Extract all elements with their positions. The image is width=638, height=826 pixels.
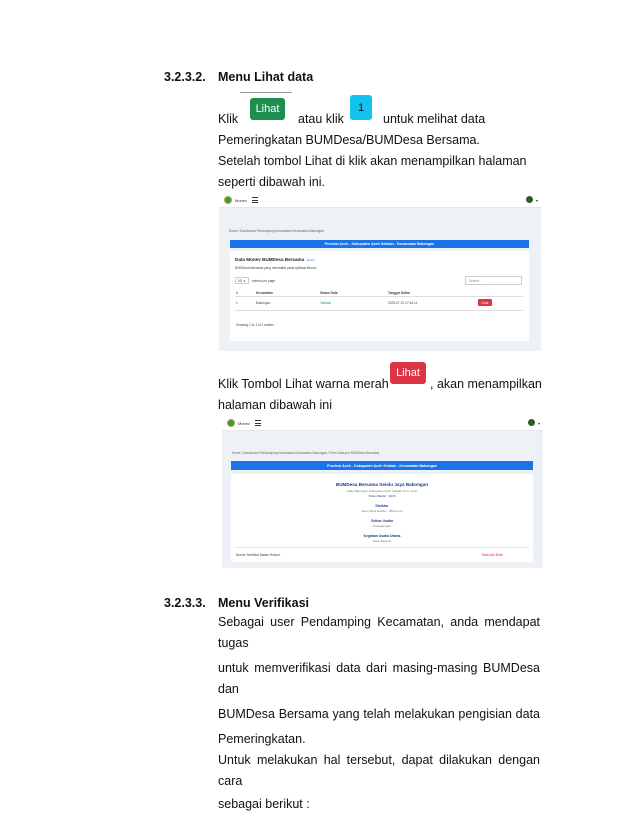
divider: [235, 547, 529, 548]
org-address: Jalan Bakongan Kabupaten Aceh Selatan Prov. Aceh: [346, 489, 418, 493]
sektor-label: Sektor Usaha: [371, 519, 393, 523]
sertifikat-label: Nomor Sertifikat Badan Hukum :: [236, 553, 282, 557]
entries-select[interactable]: [235, 277, 249, 284]
col-header-kecamatan[interactable]: Kecamatan: [256, 291, 274, 295]
menu-icon[interactable]: [255, 420, 261, 426]
entries-label: entries per page: [252, 279, 276, 283]
app-logo-icon: [227, 419, 235, 427]
screenshot-detail: [222, 416, 543, 568]
sertifikat-value: Tidak ada Bukti: [481, 553, 503, 557]
col-header-tanggal[interactable]: Tanggal Daftar: [388, 291, 411, 295]
direktur-label: Direktur: [375, 504, 389, 508]
text-line2: Pemeringkatan BUMDesa/BUMDesa Bersama.: [218, 133, 480, 147]
menu-icon[interactable]: [252, 197, 258, 203]
org-name: BUMDesa Bersama Seiolu Jaya Bakongan: [335, 482, 429, 487]
row-kecamatan: Bakongan: [256, 301, 271, 305]
p1-line1: Sebagai user Pendamping Kecamatan, anda mendapat tugas: [218, 615, 540, 650]
col-header-no[interactable]: #: [236, 291, 238, 295]
app-logo-icon: [224, 196, 232, 204]
breadcrumb: Home / Dashboard Pendamping Kecamatan Kecamatan Bakongan: [229, 229, 324, 233]
row-no: 1: [236, 301, 238, 305]
excel-link[interactable]: - Excel: [305, 258, 315, 262]
sektor-value: Perdagangan: [372, 524, 392, 528]
chevron-down-icon: ▾: [243, 278, 246, 283]
kegiatan-label: Kegiatan Usaha Utama: [363, 534, 401, 538]
text-akan-menampilkan: , akan menampilkan: [430, 377, 542, 391]
card-title-text: Data Monev BUMDesa Bersama: [235, 257, 305, 262]
row-lihat-button[interactable]: Lihat: [478, 299, 492, 306]
section-number: 3.2.3.3.: [164, 596, 206, 610]
kegiatan-value: Dana Bergulir: [372, 539, 392, 543]
app-name: Monev: [235, 197, 248, 203]
breadcrumb: Home / Dashboard Pendamping Kecamatan Kecamatan Bakongan / Form Data per BUMDesa Bersama: [232, 451, 380, 455]
region-banner: Provinsi Aceh - Kabupaten Aceh Selatan - Kecamatan Bakongan: [231, 461, 533, 470]
p2-line2: sebagai berikut :: [218, 797, 310, 811]
direktur-value: Danu Santi Hasibu - 0823-xxxx: [361, 509, 403, 513]
lihat-button-green[interactable]: Lihat: [250, 98, 285, 120]
p1-line3: BUMDesa Bersama yang telah melakukan pengisian data: [218, 707, 540, 721]
col-header-status[interactable]: Status Data: [320, 291, 338, 295]
screenshot-data-list: [219, 193, 541, 351]
table-divider: [235, 310, 523, 311]
divider: [240, 92, 292, 93]
text-line4: seperti dibawah ini.: [218, 175, 326, 189]
page-one-button[interactable]: 1: [350, 95, 372, 120]
user-avatar-icon[interactable]: [528, 419, 535, 426]
app-name: Monev: [238, 420, 251, 426]
paragraph-verifikasi: [218, 612, 540, 815]
text-line3: Setelah tombol Lihat di klik akan menampilkan halaman: [218, 154, 527, 168]
search-input[interactable]: Search...: [465, 276, 522, 285]
data-card: [230, 251, 529, 341]
row-tanggal: 2025-07-31 07:44:11: [388, 301, 418, 305]
section-number: 3.2.3.2.: [164, 70, 206, 84]
text-klik-tombol: Klik Tombol Lihat warna merah: [218, 377, 389, 391]
lihat-button-red[interactable]: Lihat: [390, 362, 426, 384]
section-title: Menu Lihat data: [218, 70, 314, 84]
card-subtitle: BUMDesa Bersama yang mendaftar pada Aplikasi Monev: [235, 266, 317, 270]
row-status: Validasi: [320, 301, 331, 305]
table-divider: [235, 296, 523, 297]
app-topbar: [222, 416, 543, 431]
card-title: [235, 257, 315, 262]
chevron-down-icon[interactable]: ▾: [535, 198, 538, 203]
app-topbar: [219, 193, 541, 208]
text-halaman: halaman dibawah ini: [218, 398, 332, 412]
section-title: Menu Verifikasi: [218, 596, 310, 610]
p1-line4: Pemeringkatan.: [218, 732, 306, 746]
user-avatar-icon[interactable]: [526, 196, 533, 203]
detail-card: [231, 474, 533, 562]
text-klik: Klik: [218, 112, 239, 126]
table-info: Showing 1 to 1 of 1 entries: [236, 323, 274, 327]
text-untuk-melihat: untuk melihat data: [383, 112, 486, 126]
region-banner: Provinsi Aceh - Kabupaten Aceh Selatan - Kecamatan Bakongan: [230, 240, 529, 248]
entries-select-value: 10: [238, 278, 242, 283]
p2-line1: Untuk melakukan hal tersebut, dapat dilakukan dengan cara: [218, 753, 540, 788]
org-year: Tahun Berdiri : 2015: [368, 494, 396, 498]
p1-line2: untuk memverifikasi data dari masing-masing BUMDesa dan: [218, 661, 540, 696]
text-atau-klik: atau klik: [298, 112, 344, 126]
chevron-down-icon[interactable]: ▾: [537, 421, 540, 426]
